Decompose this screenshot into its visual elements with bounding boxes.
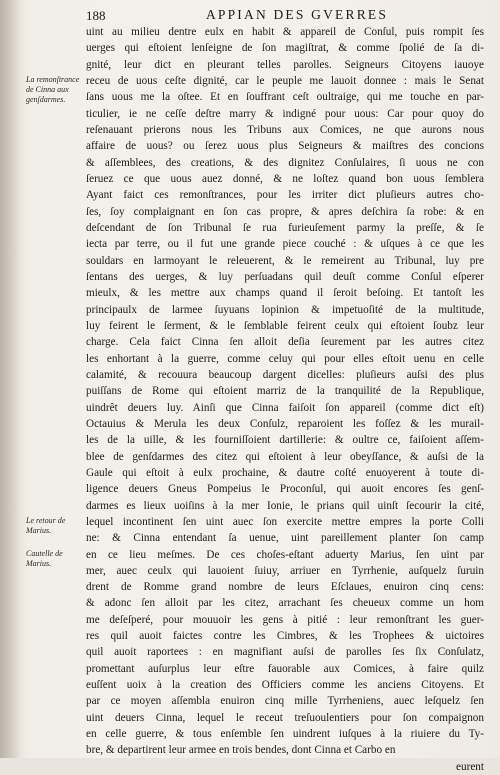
text-line: ſans uous me la oſtee. Et en ſouffrant ceſt oultraige, qui me touche en par-	[86, 91, 484, 104]
text-line: les de la uille, & les fourniſſoient dartillerie: & oultre ce, faiſoient aſſem-	[86, 434, 484, 447]
catchword: eurent	[456, 760, 484, 773]
text-line: res quil auoit faictes contre les Cimbres, & les Trophees & uictoires	[86, 630, 484, 643]
text-line: par ce moyen aſſembla enuiron cinq mille Tyrrheniens, auec leſquelz ſen	[86, 695, 484, 708]
text-line: ſentans des uerges, & luy perſuadans quil deuſt comme Conſul eſperer	[86, 270, 484, 283]
text-line: reſenauant prierons nous les Tribuns aux Comices, ne que aurons nous	[86, 123, 484, 136]
text-line: les enhortant à la guerre, comme celuy qui pour elles eſtoit uenu en celle	[86, 352, 484, 365]
text-line: euſſent uoix à la creation des Officiers comme les anciens Citoyens. Et	[86, 679, 484, 692]
text-line: ligence deuers Gneus Pompeius le Proconſul, qui auoit encores ſes genſ-	[86, 483, 484, 496]
text-line: ticulier, ie ne ceſſe deſtre marry & indigné pour uous: Car pour quoy do	[86, 107, 484, 120]
text-line: & adonc ſen alloit par les citez, arrachant ſes cheueux comme un hom	[86, 597, 484, 610]
text-line: ſeruez ce que uous auez donné, & ne loſtez quand bon uous ſemblera	[86, 172, 484, 185]
text-line: iecta par terre, ou il fut une grande piece couché : & uſques à ce que les	[86, 238, 484, 251]
margin-note: Cautelle de Marius.	[26, 548, 63, 568]
text-line: ne: & Cinna entendant ſa uenue, uint pareillement planter ſon camp	[86, 532, 484, 545]
text-line: principaulx de larmee ſuyuans lopinion & impetuoſité de la multitude,	[86, 303, 484, 316]
page-number: 188	[86, 8, 106, 23]
text-line: darmes es lieux uoiſins à la mer Ionie, le prians quil uinſt ſecourir la cité,	[86, 499, 484, 512]
text-line: Octauius & Merula les deux Conſulz, reparoient les foſſez & les murail-	[86, 417, 484, 430]
text-line: uindrêt deuers luy. Ainſi que Cinna faiſoit ſon appareil (comme dict eſt)	[86, 401, 484, 414]
text-line: mer, auec ceulx qui lauoient ſuiuy, arriuer en Tyrrhenie, auſquelz ſuruin	[86, 564, 484, 577]
text-line: ſes, ſoy complaignant en ſon cas propre, & apres deſchira ſa robe: & en	[86, 205, 484, 218]
page-header	[86, 6, 486, 26]
text-line: & aſſemblees, des creations, & des dignitez Conſulaires, ſi uous ne con	[86, 156, 484, 169]
text-line: uerges qui eſtoient lenſeigne de ſon magiſtrat, & comme ſpolié de ſa di-	[86, 42, 484, 55]
body-text	[86, 24, 484, 775]
text-line: lequel incontinent ſen uint auec ſon exercite mettre empres la porte Colli	[86, 515, 484, 528]
text-line: luy feirent le ſerment, & le ſemblable feirent ceulx qui eſtoient ſoubz leur	[86, 319, 484, 332]
text-line: bre, & departirent leur armee en trois bendes, dont Cinna et Carbo en	[86, 744, 396, 757]
text-line: me deſeſperé, pour mouuoir les gens à pitié : leur remonſtrant les guer-	[86, 613, 484, 626]
text-line: charge. Cela faict Cinna ſen alloit deſia ſeurement par les autres citez	[86, 336, 484, 349]
text-line: promettant auſurplus leur eſtre fauorable aux Comices, à faire quilz	[86, 662, 484, 675]
margin-note: La remonſtrance de Cinna aux genſdarmes.	[26, 74, 80, 104]
text-line: Gaule qui eſtoit à eulx prochaine, & dautre coſté enuoyerent à toute di-	[86, 466, 484, 479]
text-line: mieulx, & les mettre aux champs quand il ſeroit beſoing. Et tantoſt les	[86, 287, 484, 300]
gutter-shadow	[0, 0, 22, 758]
text-line: receu de uous ceſte dignité, car le peuple me lauoit donnee : mais le Senat	[86, 74, 484, 87]
text-line: affaire de uous? ou ſerez uous plus Seigneurs & maiſtres des concions	[86, 140, 484, 153]
text-line: en celle guerre, & tous enſemble ſen uindrent iuſques à la riuiere du Ty-	[86, 728, 484, 741]
text-line: uint au milieu dentre eulx en habit & appareil de Conſul, puis rompit ſes	[86, 26, 484, 38]
text-line: souldars en larmoyant le releuerent, & le remeirent au Tribunal, luy pre	[86, 254, 484, 267]
text-line: Ayant faict ces remonſtrances, pour les irriter dict pluſieurs autres cho-	[86, 189, 484, 202]
text-line: deſcendant de ſon Tribunal ſe rua furieuſement parmy la preſſe, & ſe	[86, 221, 484, 234]
text-line: drent de Romme grand nombre de leurs Eſclaues, enuiron cinq cens:	[86, 581, 484, 594]
text-line: puiſſans de Rome qui eſtoient marriz de la tranquilité de la Republique,	[86, 385, 484, 398]
margin-note: Le retour de Marius.	[26, 515, 66, 535]
text-line: en ce lieu meſmes. De ces choſes-eſtant aduerty Marius, ſen uint par	[86, 548, 484, 561]
text-line: uint deuers Cinna, lequel le receut treſuoulentiers pour ſon compaignon	[86, 711, 484, 724]
text-line: gnité, leur dict en pleurant telles parolles. Seigneurs Citoyens iauoye	[86, 58, 484, 71]
text-line: blee de genſdarmes des citez qui eſtoient à leur obeyſſance, & auſsi de la	[86, 450, 484, 463]
text-line: calamité, & recouura beaucoup dargent dicelles: pluſieurs auſsi des plus	[86, 368, 484, 381]
running-head: APPIAN DES GVERRES	[205, 7, 389, 22]
text-line: quil auoit raportees : en magnifiant auſsi de parolles ſes ſix Conſulatz,	[86, 646, 484, 659]
